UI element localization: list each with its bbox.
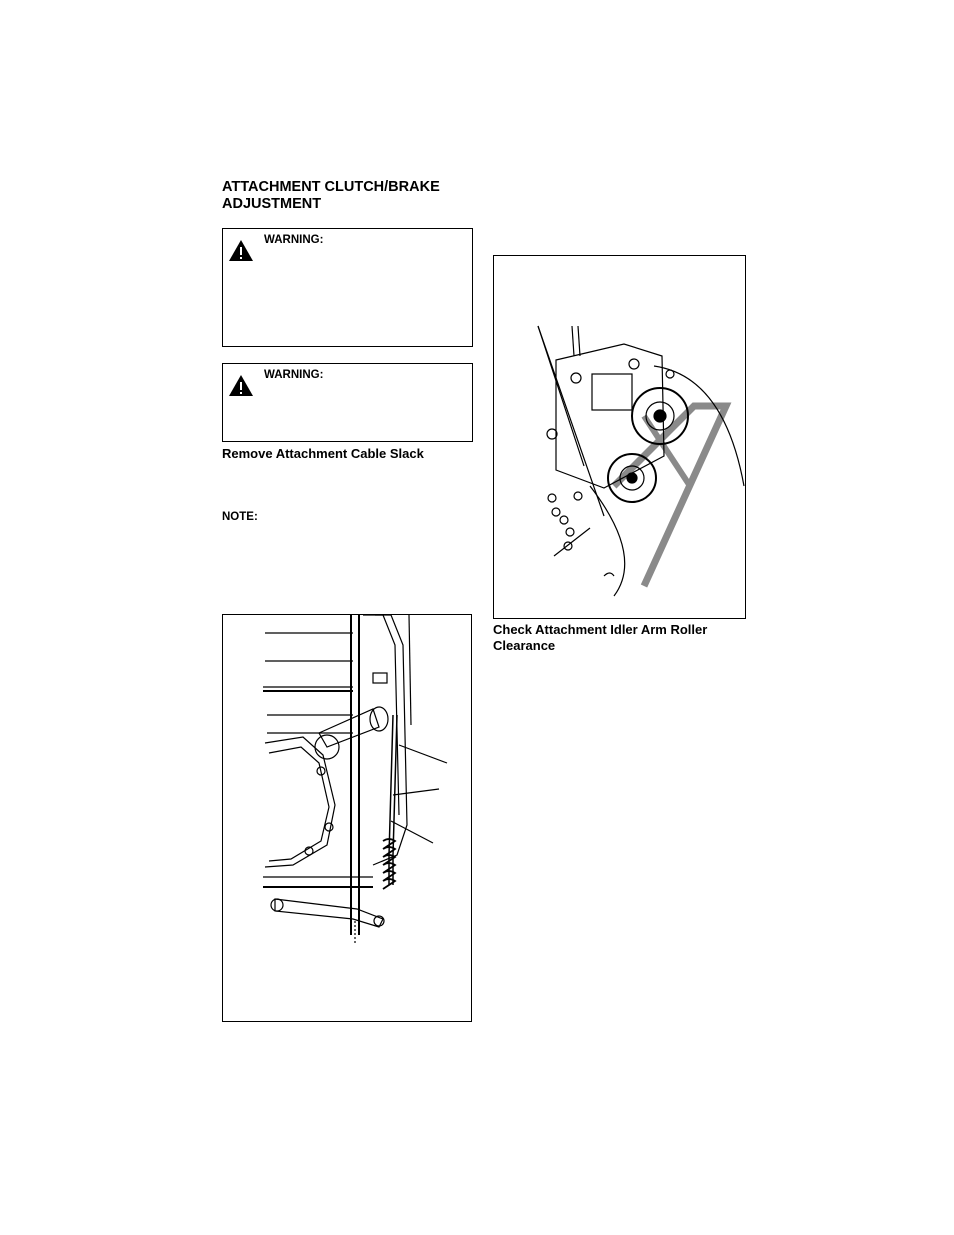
idler-arm-figure (493, 255, 746, 619)
warning-triangle-icon (228, 374, 254, 397)
caption-line2: Clearance (493, 638, 556, 653)
section-title-line2: ADJUSTMENT (222, 196, 322, 212)
warning-triangle-icon (228, 239, 254, 262)
cable-slack-figure (222, 614, 472, 1022)
caption-line1: Check Attachment Idler Arm Roller (493, 622, 708, 637)
cable-slack-illustration (223, 615, 471, 1021)
note-label: NOTE: (222, 511, 258, 523)
warning-box-1 (222, 228, 473, 347)
section-title (222, 179, 482, 213)
idler-arm-figure-caption (493, 622, 753, 654)
warning-box-2 (222, 363, 473, 442)
warning-label: WARNING: (264, 369, 324, 381)
warning-label: WARNING: (264, 234, 324, 246)
section-title-line1: ATTACHMENT CLUTCH/BRAKE (222, 179, 440, 195)
idler-arm-illustration (494, 256, 745, 618)
subsection-title: Remove Attachment Cable Slack (222, 446, 424, 461)
